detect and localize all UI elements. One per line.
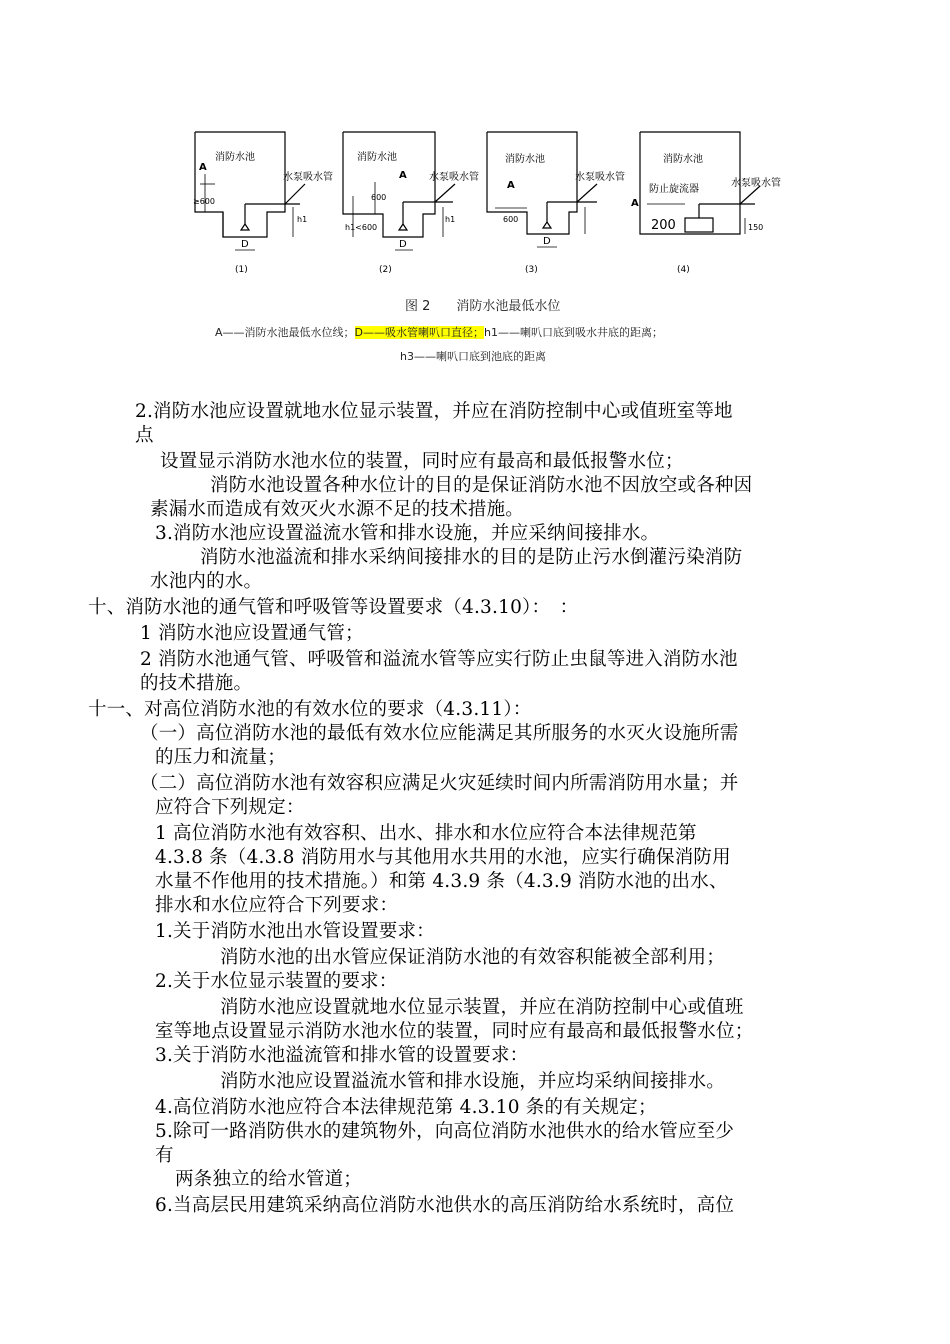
panel-1-number: (1) xyxy=(235,265,248,275)
panel-2-mark-a: A xyxy=(399,170,407,181)
text-line: 的压力和流量； xyxy=(155,747,286,768)
text-line: 1.关于消防水池出水管设置要求： xyxy=(155,921,435,942)
text-line: 1 高位消防水池有效容积、出水、排水和水位应符合本法律规范第 xyxy=(155,823,697,844)
text-line: 点 xyxy=(135,425,154,446)
panel-3-pipe-label: 水泵吸水管 xyxy=(575,172,625,183)
panel-4-device-label: 防止旋流器 xyxy=(649,184,699,195)
section-heading-10: 十、消防水池的通气管和呼吸管等设置要求（4.3.10）： ： xyxy=(88,597,579,618)
text-line: 4.高位消防水池应符合本法律规范第 4.3.10 条的有关规定； xyxy=(155,1097,657,1118)
panel-4-title: 消防水池 xyxy=(663,154,703,165)
panel-3-number: (3) xyxy=(525,265,538,275)
text-line: 水量不作他用的技术措施。）和第 4.3.9 条（4.3.9 消防水池的出水、 xyxy=(155,871,728,892)
panel-2-d: D xyxy=(399,239,407,250)
panel-3-title: 消防水池 xyxy=(505,154,545,165)
text-line: 2 消防水池通气管、呼吸管和溢流水管等应实行防止虫鼠等进入消防水池 xyxy=(140,649,738,670)
panel-3-mark-a: A xyxy=(507,180,515,191)
text-line: 设置显示消防水池水位的装置，同时应有最高和最低报警水位； xyxy=(160,451,684,472)
text-line: 消防水池应设置溢流水管和排水设施，并应均采纳间接排水。 xyxy=(220,1071,725,1092)
text-line: 4.3.8 条（4.3.8 消防用水与其他用水共用的水池，应实行确保消防用 xyxy=(155,847,731,868)
text-line: （一）高位消防水池的最低有效水位应能满足其所服务的水灭火设施所需 xyxy=(140,723,739,744)
legend-h1: h1——喇叭口底到吸水井底的距离； xyxy=(484,326,663,339)
text-line: 3.关于消防水池溢流管和排水管的设置要求： xyxy=(155,1045,529,1066)
text-line: 两条独立的给水管道； xyxy=(175,1169,363,1190)
panel-4-dim-150: 150 xyxy=(748,223,764,232)
text-line: 1 消防水池应设置通气管； xyxy=(140,623,364,644)
panel-3-dim: 600 xyxy=(503,215,519,224)
figure-legend-line-2: h3——喇叭口底到池底的距离 xyxy=(400,350,546,363)
text-line: 素漏水而造成有效灭火水源不足的技术措施。 xyxy=(150,499,525,520)
panel-2-dim-h1: h1<600 xyxy=(345,223,378,232)
legend-d-highlight: D——吸水管喇叭口直径； xyxy=(354,326,485,339)
text-line: 消防水池设置各种水位计的目的是保证消防水池不因放空或各种因 xyxy=(210,475,753,496)
section-heading-11: 十一、对高位消防水池的有效水位的要求（4.3.11）： xyxy=(88,699,532,720)
panel-2-h: h1 xyxy=(445,215,456,224)
text-line: 3.消防水池应设置溢流水管和排水设施，并应采纳间接排水。 xyxy=(155,523,660,544)
panel-1-pipe-label: 水泵吸水管 xyxy=(283,172,333,183)
text-line: 应符合下列规定： xyxy=(155,797,305,818)
panel-4-pipe-label: 水泵吸水管 xyxy=(731,178,781,189)
text-line: 消防水池溢流和排水采纳间接排水的目的是防止污水倒灌污染消防 xyxy=(200,547,743,568)
panel-2-dim: 600 xyxy=(371,193,387,202)
text-line: 消防水池应设置就地水位显示装置，并应在消防控制中心或值班 xyxy=(220,997,744,1018)
panel-4-number: (4) xyxy=(677,265,690,275)
panel-3-drawing xyxy=(487,132,597,247)
text-line: 室等地点设置显示消防水池水位的装置，同时应有最高和最低报警水位； xyxy=(155,1021,754,1042)
panel-2-title: 消防水池 xyxy=(357,152,397,163)
text-line: 水池内的水。 xyxy=(150,571,263,592)
figure-caption: 图 2 消防水池最低水位 xyxy=(405,299,561,314)
panel-1-h: h1 xyxy=(297,215,308,224)
panel-1-d: D xyxy=(241,239,249,250)
text-line: 6.当高层民用建筑采纳高位消防水池供水的高压消防给水系统时，高位 xyxy=(155,1195,735,1216)
figure-drawing xyxy=(185,122,785,302)
panel-1-title: 消防水池 xyxy=(215,152,255,163)
text-line: 2.消防水池应设置就地水位显示装置，并应在消防控制中心或值班室等地 xyxy=(135,401,733,422)
water-level-figure xyxy=(185,122,785,377)
text-line: 有 xyxy=(155,1145,174,1166)
text-line: 2.关于水位显示装置的要求： xyxy=(155,971,398,992)
text-line: 消防水池的出水管应保证消防水池的有效容积能被全部利用； xyxy=(220,947,725,968)
legend-a: A——消防水池最低水位线； xyxy=(215,326,355,339)
panel-2-pipe-label: 水泵吸水管 xyxy=(429,172,479,183)
text-line: 排水和水位应符合下列要求： xyxy=(155,895,399,916)
panel-4-dim-200: 200 xyxy=(651,218,676,233)
figure-legend-line-1 xyxy=(215,324,663,340)
text-line: 5.除可一路消防供水的建筑物外，向高位消防水池供水的给水管应至少 xyxy=(155,1121,735,1142)
text-line: 的技术措施。 xyxy=(140,673,253,694)
panel-2-number: (2) xyxy=(379,265,392,275)
panel-1-dim: ≥600 xyxy=(193,197,215,206)
panel-4-mark-a: A xyxy=(631,198,639,209)
panel-1-mark-a: A xyxy=(199,162,207,173)
text-line: （二）高位消防水池有效容积应满足火灾延续时间内所需消防用水量；并 xyxy=(140,773,739,794)
panel-3-d: D xyxy=(543,236,551,247)
